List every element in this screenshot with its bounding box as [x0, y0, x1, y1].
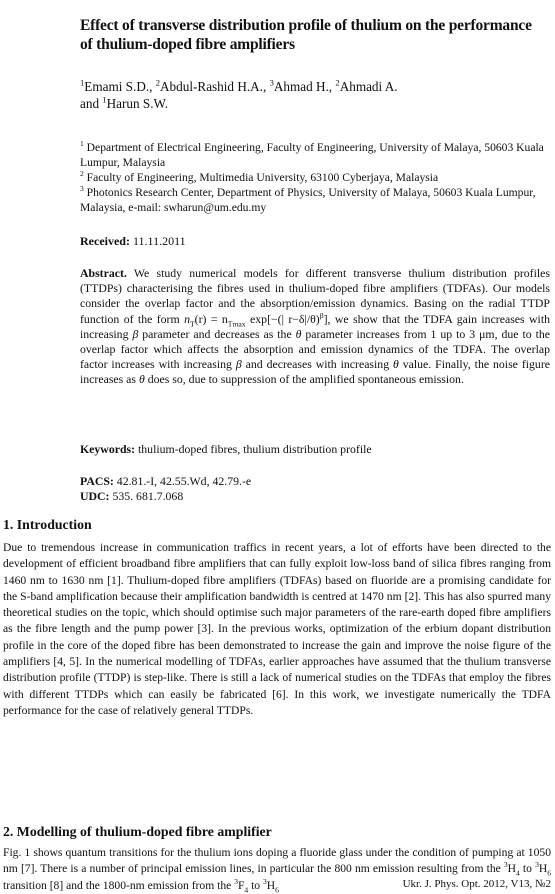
symbol-theta: θ: [393, 357, 399, 372]
abstract-text-7: does so, due to suppression of the amplified spontaneous emission.: [144, 372, 464, 387]
abstract-text-2: we show that the TDFA gain increases with increasing: [80, 311, 550, 341]
term-sub: 6: [547, 868, 551, 878]
abstract-text-4: parameter increases from 1 up to 3 μm, due to the overlap factor which affects the absorption and emission dynamics of the TDFA. The overlap factor increases with increasing: [80, 326, 550, 372]
pacs-line: [80, 474, 550, 489]
section-2-text-1: Fig. 1 shows quantum transitions for the thulium ions doping a fluoride glass under the condition of pumping at 1050 nm [7]. There is a number of principal emission lines, in particular the 800 nm emission resulting from the: [3, 846, 551, 876]
author-line-1: [80, 78, 520, 95]
abstract: [80, 266, 550, 388]
received-value: 11.11.2011: [129, 234, 186, 248]
symbol-beta: β: [132, 326, 139, 341]
affiliation-1-number: 1: [80, 139, 84, 149]
pacs-text: 42.81.-I, 42.55.Wd, 42.79.-e: [113, 474, 252, 488]
author-3: Ahmad H.,: [273, 79, 336, 94]
formula-sup-beta: β: [319, 310, 324, 320]
abstract-text-1: We study numerical models for different transverse thulium distribution profiles (TTDPs) characterising the fibres used in thulium-doped fibre amplifiers (TDFAs). Our models consider the overlap factor and the absorption/emission dynamics. Basing on the radial TTDP function of the form: [80, 266, 550, 326]
received-label: Received:: [80, 234, 130, 248]
connector: to: [248, 878, 264, 892]
affiliation-2: [80, 170, 550, 185]
keywords-text: thulium-doped fibres, thulium distribution profile: [135, 442, 372, 456]
term-sup: 3: [535, 860, 539, 870]
keywords-label: Keywords:: [80, 442, 136, 456]
keywords: [80, 442, 550, 457]
section-2-heading: 2. Modelling of thulium-doped fibre amplifier: [3, 824, 272, 839]
udc-label: UDC:: [80, 489, 110, 503]
author-line-2: [80, 95, 520, 112]
connector: to: [519, 862, 536, 876]
formula-tail: exp[−(| r−δ|/θ): [245, 311, 320, 326]
classification: [80, 474, 550, 504]
abstract-text-6: value. Finally, the noise figure increases as: [80, 357, 550, 387]
author-4-affil: 2: [335, 77, 340, 88]
affiliation-2-number: 2: [80, 169, 84, 179]
affiliation-2-text: Faculty of Engineering, Multimedia University, 63100 Cyberjaya, Malaysia: [86, 171, 439, 184]
section-1-heading: 1. Introduction: [3, 517, 92, 532]
author-1-affil: 1: [80, 77, 85, 88]
term: H: [266, 878, 276, 892]
author-3-affil: 3: [269, 77, 274, 88]
term: H: [507, 862, 517, 876]
author-2: Abdul-Rashid H.A.,: [160, 79, 270, 94]
symbol-theta: θ: [138, 372, 145, 387]
udc-text: 535. 681.7.068: [109, 489, 184, 503]
udc-line: [80, 489, 550, 504]
affiliation-1-text: Department of Electrical Engineering, Faculty of Engineering, University of Malaya, 50603 Kuala Lumpur, Malaysia: [80, 141, 544, 169]
term-sup: 3: [234, 876, 238, 886]
section-2-text-2: transition [8] and the 1800-nm emission from the: [3, 878, 235, 892]
author-2-affil: 2: [155, 77, 161, 88]
formula-end: ],: [323, 311, 331, 326]
affiliation-1: [80, 140, 550, 170]
affiliation-list: [80, 140, 550, 215]
paper-title: Effect of transverse distribution profile of thulium on the performance of thulium-doped fibre amplifiers: [80, 17, 532, 53]
author-list: [80, 78, 520, 112]
author-and: and: [80, 96, 103, 111]
symbol-beta: β: [235, 357, 242, 372]
author-5-affil: 1: [102, 94, 107, 105]
term-sub: 4: [244, 884, 249, 894]
formula-mid: (r) = n: [194, 311, 228, 326]
author-5: Harun S.W.: [106, 96, 169, 111]
formula-sub-t: T: [189, 318, 195, 328]
term-sup: 3: [263, 876, 267, 886]
author-4: Ahmadi A.: [339, 79, 398, 94]
term-sup: 3: [503, 860, 508, 870]
section-1-text: Due to tremendous increase in communication traffics in recent years, a lot of efforts have been directed to the development of efficient broadband fibre amplifiers that can fully exploit low-loss band of silica fibres ranging from 1460 nm to 1630 nm [1]. Thulium-doped fibre amplifiers (TDFAs) based on fluoride are a promising candidate for the S-band amplification because their amplification bandwidth is centred at 1470 nm [2]. This has also spurred many theoretical studies on the topic, which should optimise such major parameters of the rare-earth doped fibre amplifiers as the fibre length and the pump power [3]. In the previous works, optimization of the erbium dopant distribution profile in the core of the doped fibre has been demonstrated to increase the gain and improve the noise figure of the amplifiers [4, 5]. In the numerical modelling of TDFAs, earlier approaches have assumed that the thulium transverse distribution profile (TTDP) is step-like. There is still a lack of numerical studies on the TDFAs that employ the fibres with different TTDPs which can easily be fabricated [6]. In this work, we investigate numerically the TDFA performance for the case of relatively general TTDPs.: [3, 541, 551, 717]
received-date: [80, 234, 186, 249]
symbol-theta: θ: [295, 326, 302, 341]
affiliation-3-text: Photonics Research Center, Department of Physics, University of Malaya, 50603 Kuala Lumpur, Malaysia, e-mail: swharun@um.edu.my: [80, 186, 536, 214]
pacs-label: PACS:: [80, 474, 114, 488]
formula-sub-tmax: Tmax: [227, 318, 246, 328]
term-sub: 4: [516, 868, 520, 878]
affiliation-3: [80, 185, 550, 215]
abstract-label: Abstract.: [80, 266, 127, 280]
author-1: Emami S.D.,: [84, 79, 156, 94]
formula-n: n: [184, 311, 190, 326]
journal-footer: Ukr. J. Phys. Opt. 2012, V13, №2: [402, 878, 551, 890]
term-sub: 6: [275, 884, 279, 894]
term: F: [237, 878, 245, 892]
term: H: [538, 862, 548, 876]
affiliation-3-number: 3: [80, 184, 84, 194]
abstract-text-3: parameter and decreases as the: [138, 326, 296, 341]
abstract-text-5: and decreases with increasing: [241, 357, 394, 372]
